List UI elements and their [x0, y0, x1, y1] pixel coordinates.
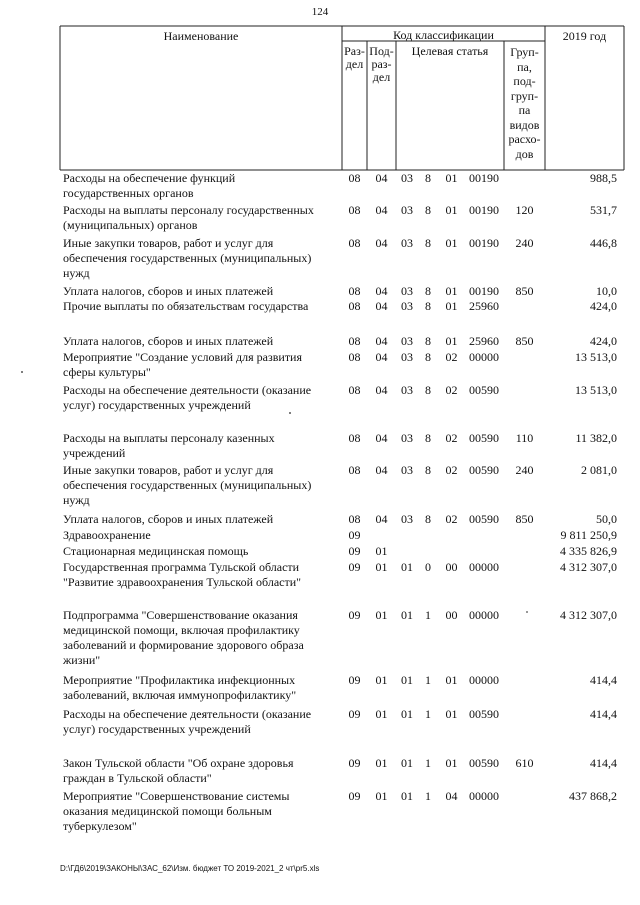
row-code-pr: 04: [375, 463, 388, 477]
row-code-pr: 04: [375, 203, 388, 217]
row-code-t4: 00190: [469, 284, 499, 298]
row-code-t4: 25960: [469, 334, 499, 348]
row-code-t2: 1: [425, 673, 431, 687]
header-razdel: Раз- дел: [344, 44, 365, 71]
row-code-t4: 25960: [469, 299, 499, 313]
row-code-rz: 09: [348, 789, 361, 803]
row-name-line: жизни": [63, 653, 101, 667]
row-amount: 13 513,0: [575, 350, 617, 364]
row-name-line: Здравоохранение: [63, 528, 151, 542]
row-code-t1: 01: [401, 560, 413, 574]
row-amount: 50,0: [596, 512, 617, 526]
row-code-vr: 610: [515, 756, 534, 770]
row-code-t3: 02: [445, 463, 458, 477]
row-code-vr: 120: [515, 203, 534, 217]
row-code-t4: 00190: [469, 171, 499, 185]
row-code-t1: 03: [401, 512, 413, 526]
row-code-t2: 0: [425, 560, 431, 574]
row-code-pr: 04: [375, 284, 388, 298]
row-name-line: услуг) государственных учреждений: [63, 722, 251, 736]
row-amount: 531,7: [590, 203, 617, 217]
row-amount: 4 312 307,0: [560, 560, 617, 574]
row-code-pr: 04: [375, 512, 388, 526]
row-name-line: Прочие выплаты по обязательствам государства: [63, 299, 309, 313]
row-code-t3: 02: [445, 431, 458, 445]
row-code-t2: 1: [425, 756, 431, 770]
row-code-rz: 08: [348, 463, 361, 477]
row-name-line: (муниципальных) органов: [63, 218, 198, 232]
scan-dot: [289, 412, 291, 414]
row-code-t3: 00: [445, 608, 458, 622]
row-code-rz: 09: [348, 756, 361, 770]
row-code-rz: 08: [348, 284, 361, 298]
row-amount: 11 382,0: [575, 431, 617, 445]
row-amount: 4 312 307,0: [560, 608, 617, 622]
row-name-line: Уплата налогов, сборов и иных платежей: [63, 512, 274, 526]
page-number: 124: [311, 6, 329, 18]
header-podrazdel: Под- раз- дел: [369, 44, 394, 84]
row-code-vr: 850: [515, 284, 534, 298]
row-code-t1: 03: [401, 431, 413, 445]
row-name-line: Стационарная медицинская помощь: [63, 544, 249, 558]
row-amount: 437 868,2: [569, 789, 617, 803]
row-code-t2: 8: [425, 383, 431, 397]
row-code-pr: 04: [375, 236, 388, 250]
row-code-pr: 04: [375, 383, 388, 397]
row-code-t2: 8: [425, 350, 431, 364]
row-code-t3: 01: [445, 756, 458, 770]
row-amount: 414,4: [590, 673, 617, 687]
row-code-t2: 8: [425, 299, 431, 313]
row-name-line: Уплата налогов, сборов и иных платежей: [63, 284, 274, 298]
row-code-t4: 00190: [469, 203, 499, 217]
row-name-line: нужд: [63, 493, 90, 507]
row-amount: 4 335 826,9: [560, 544, 617, 558]
row-name-line: государственных органов: [63, 186, 194, 200]
row-name-line: Расходы на обеспечение функций: [63, 171, 236, 185]
row-code-t3: 01: [445, 299, 458, 313]
row-code-rz: 08: [348, 203, 361, 217]
row-code-t4: 00000: [469, 673, 499, 687]
row-code-pr: 04: [375, 350, 388, 364]
row-code-rz: 08: [348, 334, 361, 348]
row-code-pr: 01: [375, 673, 388, 687]
row-code-t1: 03: [401, 463, 413, 477]
row-code-rz: 08: [348, 350, 361, 364]
row-code-pr: 04: [375, 334, 388, 348]
row-code-pr: 01: [375, 608, 388, 622]
row-code-t2: 8: [425, 236, 431, 250]
row-amount: 414,4: [590, 707, 617, 721]
row-code-t1: 01: [401, 608, 413, 622]
row-amount: 2 081,0: [581, 463, 617, 477]
row-code-vr: 240: [515, 236, 534, 250]
row-name-line: Государственная программа Тульской области: [63, 560, 300, 574]
row-code-t1: 03: [401, 299, 413, 313]
row-code-pr: 01: [375, 756, 388, 770]
row-code-t1: 03: [401, 350, 413, 364]
row-code-t1: 03: [401, 236, 413, 250]
row-code-t3: 01: [445, 673, 458, 687]
row-code-t4: 00590: [469, 463, 499, 477]
row-name-line: Мероприятие "Совершенствование системы: [63, 789, 290, 803]
row-amount: 424,0: [590, 334, 617, 348]
scan-dot: [21, 371, 23, 373]
row-code-t4: 00590: [469, 431, 499, 445]
row-name-line: учреждений: [63, 446, 126, 460]
row-code-rz: 08: [348, 383, 361, 397]
row-code-t1: 03: [401, 171, 413, 185]
row-code-rz: 09: [348, 560, 361, 574]
row-name-line: обеспечения государственных (муниципальных): [63, 478, 312, 492]
row-code-t1: 01: [401, 707, 413, 721]
row-name-line: Подпрограмма "Совершенствование оказания: [63, 608, 298, 622]
row-name-line: сферы культуры": [63, 365, 151, 379]
row-code-rz: 08: [348, 171, 361, 185]
row-code-t2: 8: [425, 334, 431, 348]
row-code-rz: 09: [348, 707, 361, 721]
row-amount: 988,5: [590, 171, 617, 185]
header-year: 2019 год: [562, 29, 607, 43]
row-name-line: Мероприятие "Профилактика инфекционных: [63, 673, 296, 687]
row-name-line: Иные закупки товаров, работ и услуг для: [63, 463, 274, 477]
row-name-line: обеспечения государственных (муниципальных): [63, 251, 312, 265]
row-code-t3: 01: [445, 707, 458, 721]
row-code-t3: 01: [445, 334, 458, 348]
row-name-line: Иные закупки товаров, работ и услуг для: [63, 236, 274, 250]
row-amount: 424,0: [590, 299, 617, 313]
row-code-pr: 01: [375, 707, 388, 721]
row-code-t2: 8: [425, 431, 431, 445]
row-code-t4: 00590: [469, 756, 499, 770]
row-code-t1: 01: [401, 673, 413, 687]
row-code-t4: 00590: [469, 707, 499, 721]
row-code-t2: 8: [425, 171, 431, 185]
row-code-rz: 08: [348, 299, 361, 313]
row-name-line: заболеваний и формирование здорового образа: [63, 638, 304, 652]
row-name-line: Уплата налогов, сборов и иных платежей: [63, 334, 274, 348]
row-name-line: Расходы на выплаты персоналу казенных: [63, 431, 275, 445]
row-code-pr: 01: [375, 560, 388, 574]
row-code-t2: 8: [425, 463, 431, 477]
row-name-line: заболеваний, включая иммунопрофилактику": [63, 688, 297, 702]
row-name-line: Закон Тульской области "Об охране здоровья: [63, 756, 294, 770]
row-name-line: нужд: [63, 266, 90, 280]
row-code-t1: 03: [401, 383, 413, 397]
row-code-t2: 1: [425, 608, 431, 622]
row-code-t3: 04: [445, 789, 458, 803]
row-code-rz: 08: [348, 431, 361, 445]
row-code-t4: 00000: [469, 350, 499, 364]
row-code-rz: 09: [348, 528, 361, 542]
row-amount: 414,4: [590, 756, 617, 770]
row-code-t1: 03: [401, 284, 413, 298]
row-code-t4: 00190: [469, 236, 499, 250]
row-name-line: оказания медицинской помощи больным: [63, 804, 272, 818]
row-code-rz: 08: [348, 512, 361, 526]
header-code-group: Код классификации: [393, 28, 494, 42]
row-code-rz: 09: [348, 544, 361, 558]
row-name-line: Расходы на выплаты персоналу государственных: [63, 203, 314, 217]
row-code-t2: 8: [425, 284, 431, 298]
row-code-t3: 01: [445, 171, 458, 185]
row-code-pr: 04: [375, 299, 388, 313]
row-code-pr: 04: [375, 171, 388, 185]
row-code-t2: 1: [425, 789, 431, 803]
row-code-t3: 01: [445, 203, 458, 217]
row-code-t3: 02: [445, 350, 458, 364]
row-name-line: граждан в Тульской области": [63, 771, 212, 785]
row-code-vr: 110: [515, 431, 534, 445]
row-code-pr: 01: [375, 789, 388, 803]
row-code-vr: 850: [515, 334, 534, 348]
row-code-t4: 00000: [469, 608, 499, 622]
header-name: Наименование: [163, 29, 239, 43]
row-name-line: "Развитие здравоохранения Тульской области": [63, 575, 302, 589]
row-name-line: услуг) государственных учреждений: [63, 398, 251, 412]
row-code-rz: 09: [348, 673, 361, 687]
row-code-t4: 00000: [469, 789, 499, 803]
footer-file-path: D:\ГД6\2019\ЗАКОНЫ\ЗАС_62\Изм. бюджет ТО 2019-2021_2 чт\pr5.xls: [60, 864, 320, 873]
row-code-vr: 240: [515, 463, 534, 477]
row-name-line: Мероприятие "Создание условий для развития: [63, 350, 302, 364]
row-code-t2: 8: [425, 203, 431, 217]
row-code-vr: 850: [515, 512, 534, 526]
row-name-line: медицинской помощи, включая профилактику: [63, 623, 300, 637]
row-code-t1: 03: [401, 334, 413, 348]
row-code-rz: 08: [348, 236, 361, 250]
row-amount: 10,0: [596, 284, 617, 298]
row-amount: 9 811 250,9: [560, 528, 617, 542]
header-target: Целевая статья: [411, 44, 489, 58]
row-code-t1: 01: [401, 789, 413, 803]
row-code-t3: 01: [445, 236, 458, 250]
header-group: Груп- па, под- груп- па видов расхо- дов: [508, 45, 541, 161]
row-name-line: туберкулезом": [63, 819, 137, 833]
row-code-rz: 09: [348, 608, 361, 622]
row-amount: 13 513,0: [575, 383, 617, 397]
row-code-t1: 03: [401, 203, 413, 217]
row-code-t4: 00590: [469, 383, 499, 397]
row-code-t1: 01: [401, 756, 413, 770]
row-name-line: Расходы на обеспечение деятельности (оказание: [63, 707, 312, 721]
row-name-line: Расходы на обеспечение деятельности (оказание: [63, 383, 312, 397]
row-code-t3: 01: [445, 284, 458, 298]
row-code-t4: 00000: [469, 560, 499, 574]
row-code-t2: 8: [425, 512, 431, 526]
row-code-t4: 00590: [469, 512, 499, 526]
row-code-t2: 1: [425, 707, 431, 721]
row-code-t3: 02: [445, 383, 458, 397]
row-code-pr: 04: [375, 431, 388, 445]
row-code-pr: 01: [375, 544, 388, 558]
scan-dot: [526, 611, 528, 613]
row-code-t3: 02: [445, 512, 458, 526]
row-code-t3: 00: [445, 560, 458, 574]
row-amount: 446,8: [590, 236, 617, 250]
